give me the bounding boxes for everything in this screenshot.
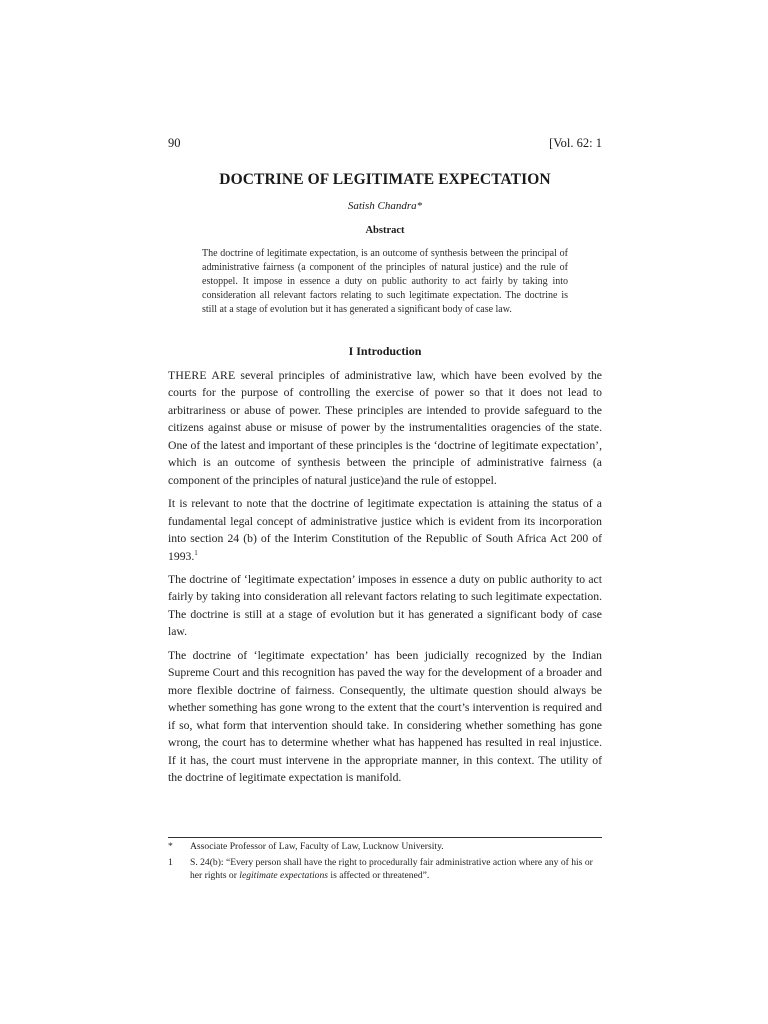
paragraph-2 bbox=[168, 495, 602, 565]
paragraph-4: The doctrine of ‘legitimate expectation’ has been judicially recognized by the Indian Supreme Court and this recognition has paved the way for the development of a broader and more flexible doctrine of fairness. Consequently, the ultimate question should always be whether something has gone wrong to the extent that the court’s intervention is required and if so, what form that intervention should take. In considering whether something has gone wrong, the court has to determine whether what has happened has resulted in real injustice. If it has, the court must intervene in the appropriate manner, in this context. The utility of the doctrine of legitimate expectation is manifold. bbox=[168, 648, 602, 784]
footnote-mark: * bbox=[168, 841, 173, 852]
footnote-author bbox=[168, 840, 602, 854]
paragraph-3: The doctrine of ‘legitimate expectation’ imposes in essence a duty on public authority to act fairly by taking into consideration all relevant factors relating to such legitimate expectation. The doctrine is still at a stage of evolution but it has generated a significant body of case law. bbox=[168, 572, 602, 639]
footnote-text: Associate Professor of Law, Faculty of Law, Lucknow University. bbox=[190, 841, 444, 852]
footnote-text-end: is affected or threatened”. bbox=[328, 870, 430, 881]
volume-label: [Vol. 62: 1 bbox=[549, 136, 602, 150]
paragraph-1-text: several principles of administrative law, which have been evolved by the courts for the purpose of controlling the exercise of power so that it does not lead to arbitrariness or abuse of power. These principles are intended to provide safeguard to the citizens against abuse or misuse of power by the instrumentalities oragencies of the state. One of the latest and important of these principles is the ‘doctrine of legitimate expectation’, which is an outcome of synthesis between the principle of administrative fairness (a component of the principles of natural justice)and the rule of estoppel. bbox=[168, 369, 602, 487]
footnote-1 bbox=[168, 856, 602, 883]
footnote-ref-1[interactable]: 1 bbox=[194, 548, 198, 557]
footnotes bbox=[168, 840, 602, 885]
footnote-text-start: S. 24(b): “Every person shall have the right to procedurally fair administrative action where any of his or her rights or bbox=[190, 856, 593, 881]
article-title: DOCTRINE OF LEGITIMATE EXPECTATION bbox=[219, 171, 551, 188]
paragraph-2-text: It is relevant to note that the doctrine of legitimate expectation is attaining the status of a fundamental legal concept of administrative justice which is evident from its incorporation into section 24 (b) of the Interim Constitution of the Republic of South Africa Act 200 of 1993. bbox=[168, 497, 602, 563]
paragraph-1 bbox=[168, 367, 602, 489]
body-text bbox=[168, 367, 602, 792]
abstract-heading: Abstract bbox=[365, 225, 405, 236]
footnote-divider bbox=[168, 837, 602, 838]
author-name: Satish Chandra* bbox=[347, 200, 423, 212]
abstract-text: The doctrine of legitimate expectation, is an outcome of synthesis between the principal of administrative fairness (a component of the principles of natural justice) and the rule of estoppel. It impose in essence a duty on public authority to act fairly by taking into consideration all relevant factors relating to such legitimate expectation. The doctrine is still at a stage of evolution but it has generated a significant body of case law. bbox=[202, 248, 568, 315]
footnote-text-italic: legitimate expectations bbox=[239, 870, 329, 881]
paragraph-lead: THERE ARE bbox=[168, 369, 236, 382]
footnote-mark: 1 bbox=[168, 856, 173, 868]
page-number: 90 bbox=[168, 136, 181, 150]
section-heading: I Introduction bbox=[348, 344, 422, 358]
